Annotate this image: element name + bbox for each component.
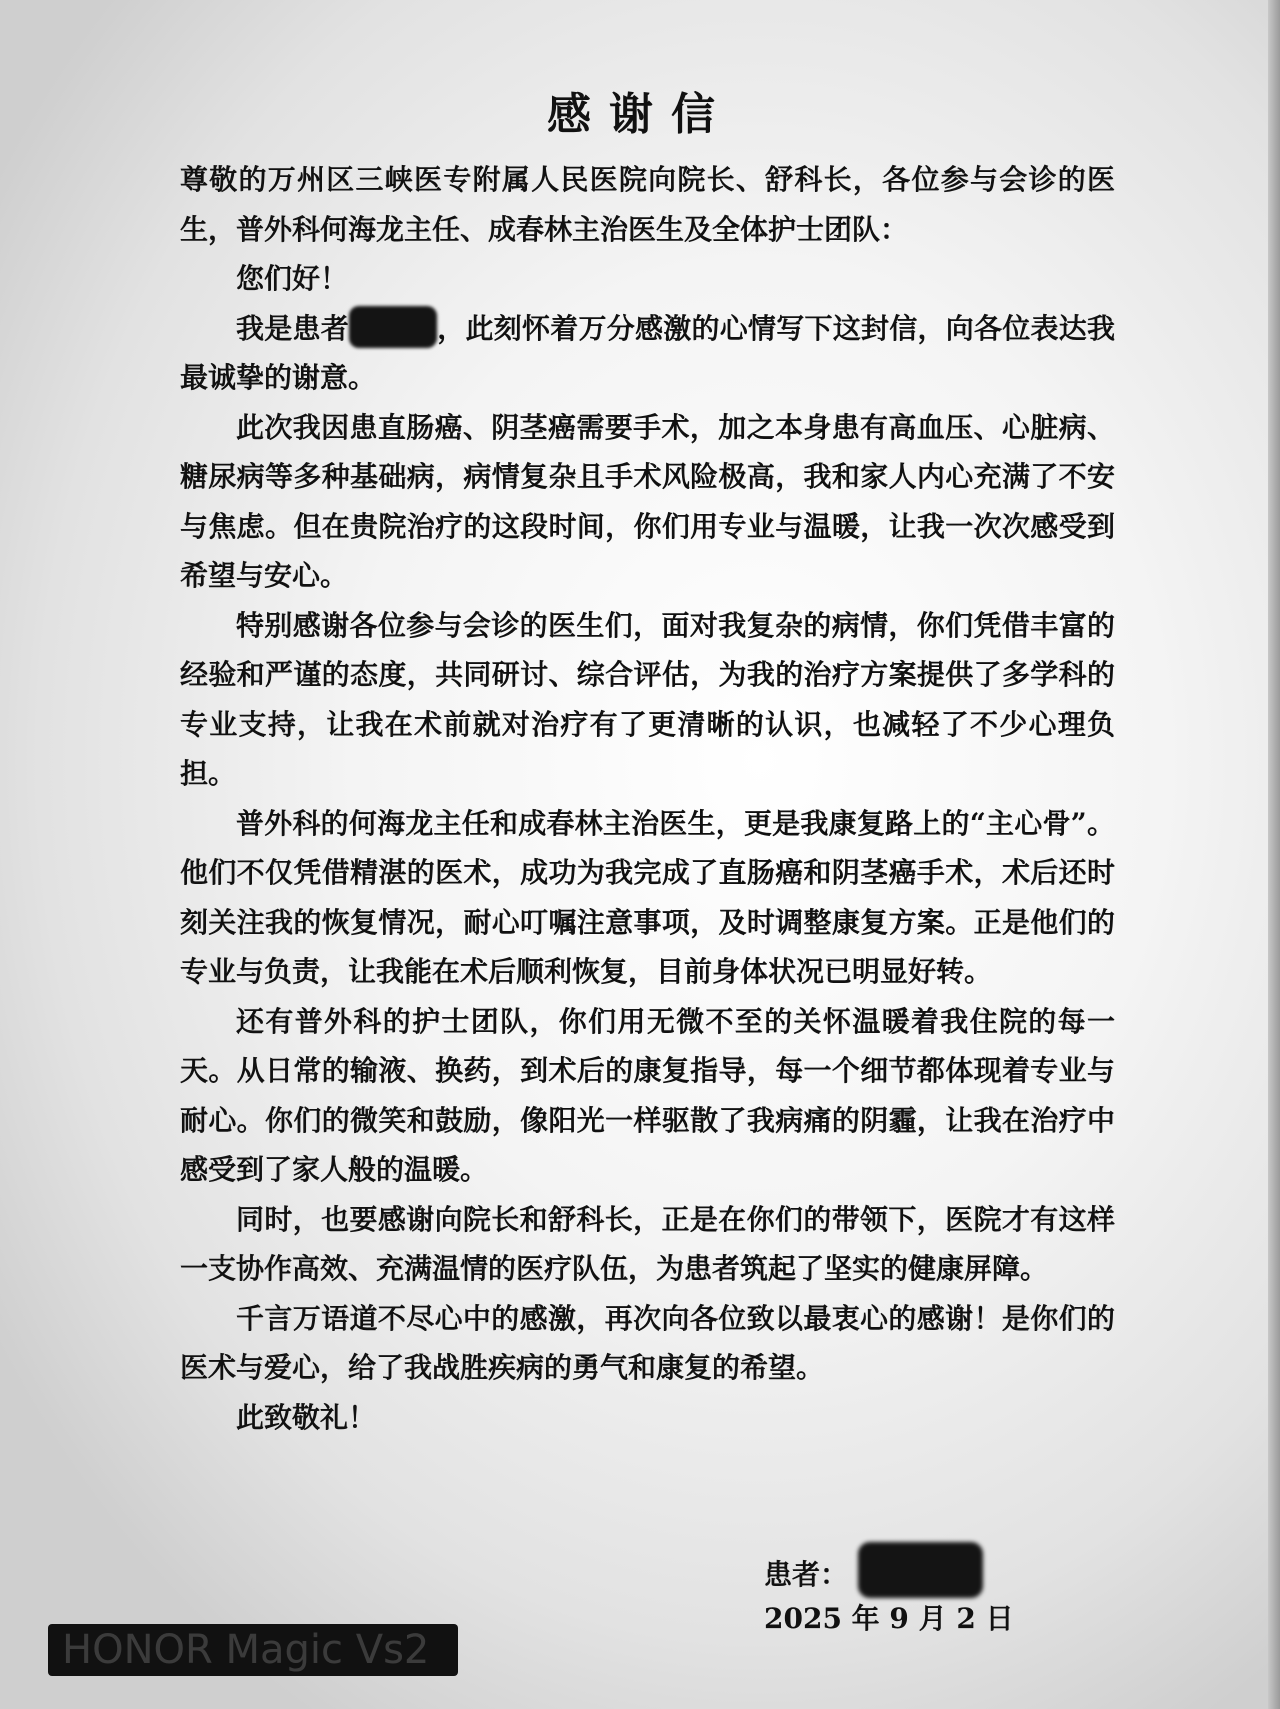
paragraph: 特别感谢各位参与会诊的医生们，面对我复杂的病情，你们凭借丰富的经验和严谨的态度，共同研讨、综合评估，为我的治疗方案提供了多学科的专业支持，让我在术前就对治疗有了更清晰的认识，也减轻了不少心理负担。 bbox=[180, 608, 1115, 790]
paragraph: 还有普外科的护士团队，你们用无微不至的关怀温暖着我住院的每一天。从日常的输液、换药，到术后的康复指导，每一个细节都体现着专业与耐心。你们的微笑和鼓励，像阳光一样驱散了我病痛的阴霾，让我在治疗中感受到了家人般的温暖。 bbox=[180, 1004, 1115, 1186]
paragraph: 此次我因患直肠癌、阴茎癌需要手术，加之本身患有高血压、心脏病、糖尿病等多种基础病，病情复杂且手术风险极高，我和家人内心充满了不安与焦虑。但在贵院治疗的这段时间，你们用专业与温暖，让我一次次感受到希望与安心。 bbox=[180, 410, 1115, 592]
letter-title: 感谢信 bbox=[547, 89, 733, 140]
greeting: 您们好！ bbox=[236, 262, 349, 295]
intro-paragraph bbox=[180, 304, 1115, 403]
intro-after: ，此刻怀着万分感激的心情写下这封信，向各位表达我最诚挚的谢意。 bbox=[180, 311, 1115, 394]
paragraph: 普外科的何海龙主任和成春林主治医生，更是我康复路上的“主心骨”。他们不仅凭借精湛的医术，成功为我完成了直肠癌和阴茎癌手术，术后还时刻关注我的恢复情况，耐心叮嘱注意事项，及时调整康复方案。正是他们的专业与负责，让我能在术后顺利恢复，目前身体状况已明显好转。 bbox=[180, 806, 1115, 988]
camera-watermark: HONOR Magic Vs2 bbox=[48, 1624, 458, 1676]
closing: 此致敬礼！ bbox=[236, 1400, 377, 1434]
paragraph: 千言万语道不尽心中的感激，再次向各位致以最衷心的感谢！是你们的医术与爱心，给了我战胜疾病的勇气和康复的希望。 bbox=[180, 1301, 1115, 1384]
signature-label: 患者： bbox=[764, 1558, 849, 1591]
intro-before: 我是患者 bbox=[236, 311, 349, 345]
redacted-name-inline bbox=[349, 306, 437, 348]
salutation: 尊敬的万州区三峡医专附属人民医院向院长、舒科长，各位参与会诊的医生，普外科何海龙主任、成春林主治医生及全体护士团队： bbox=[180, 163, 1115, 246]
signature-line bbox=[764, 1542, 983, 1600]
paper-edge bbox=[1268, 0, 1280, 1709]
paragraph: 同时，也要感谢向院长和舒科长，正是在你们的带领下，医院才有这样一支协作高效、充满温情的医疗队伍，为患者筑起了坚实的健康屏障。 bbox=[180, 1202, 1115, 1285]
redacted-signature bbox=[858, 1542, 983, 1598]
letter-date: 2025 年 9 月 2 日 bbox=[764, 1602, 1014, 1635]
letter-body bbox=[180, 155, 1115, 1442]
